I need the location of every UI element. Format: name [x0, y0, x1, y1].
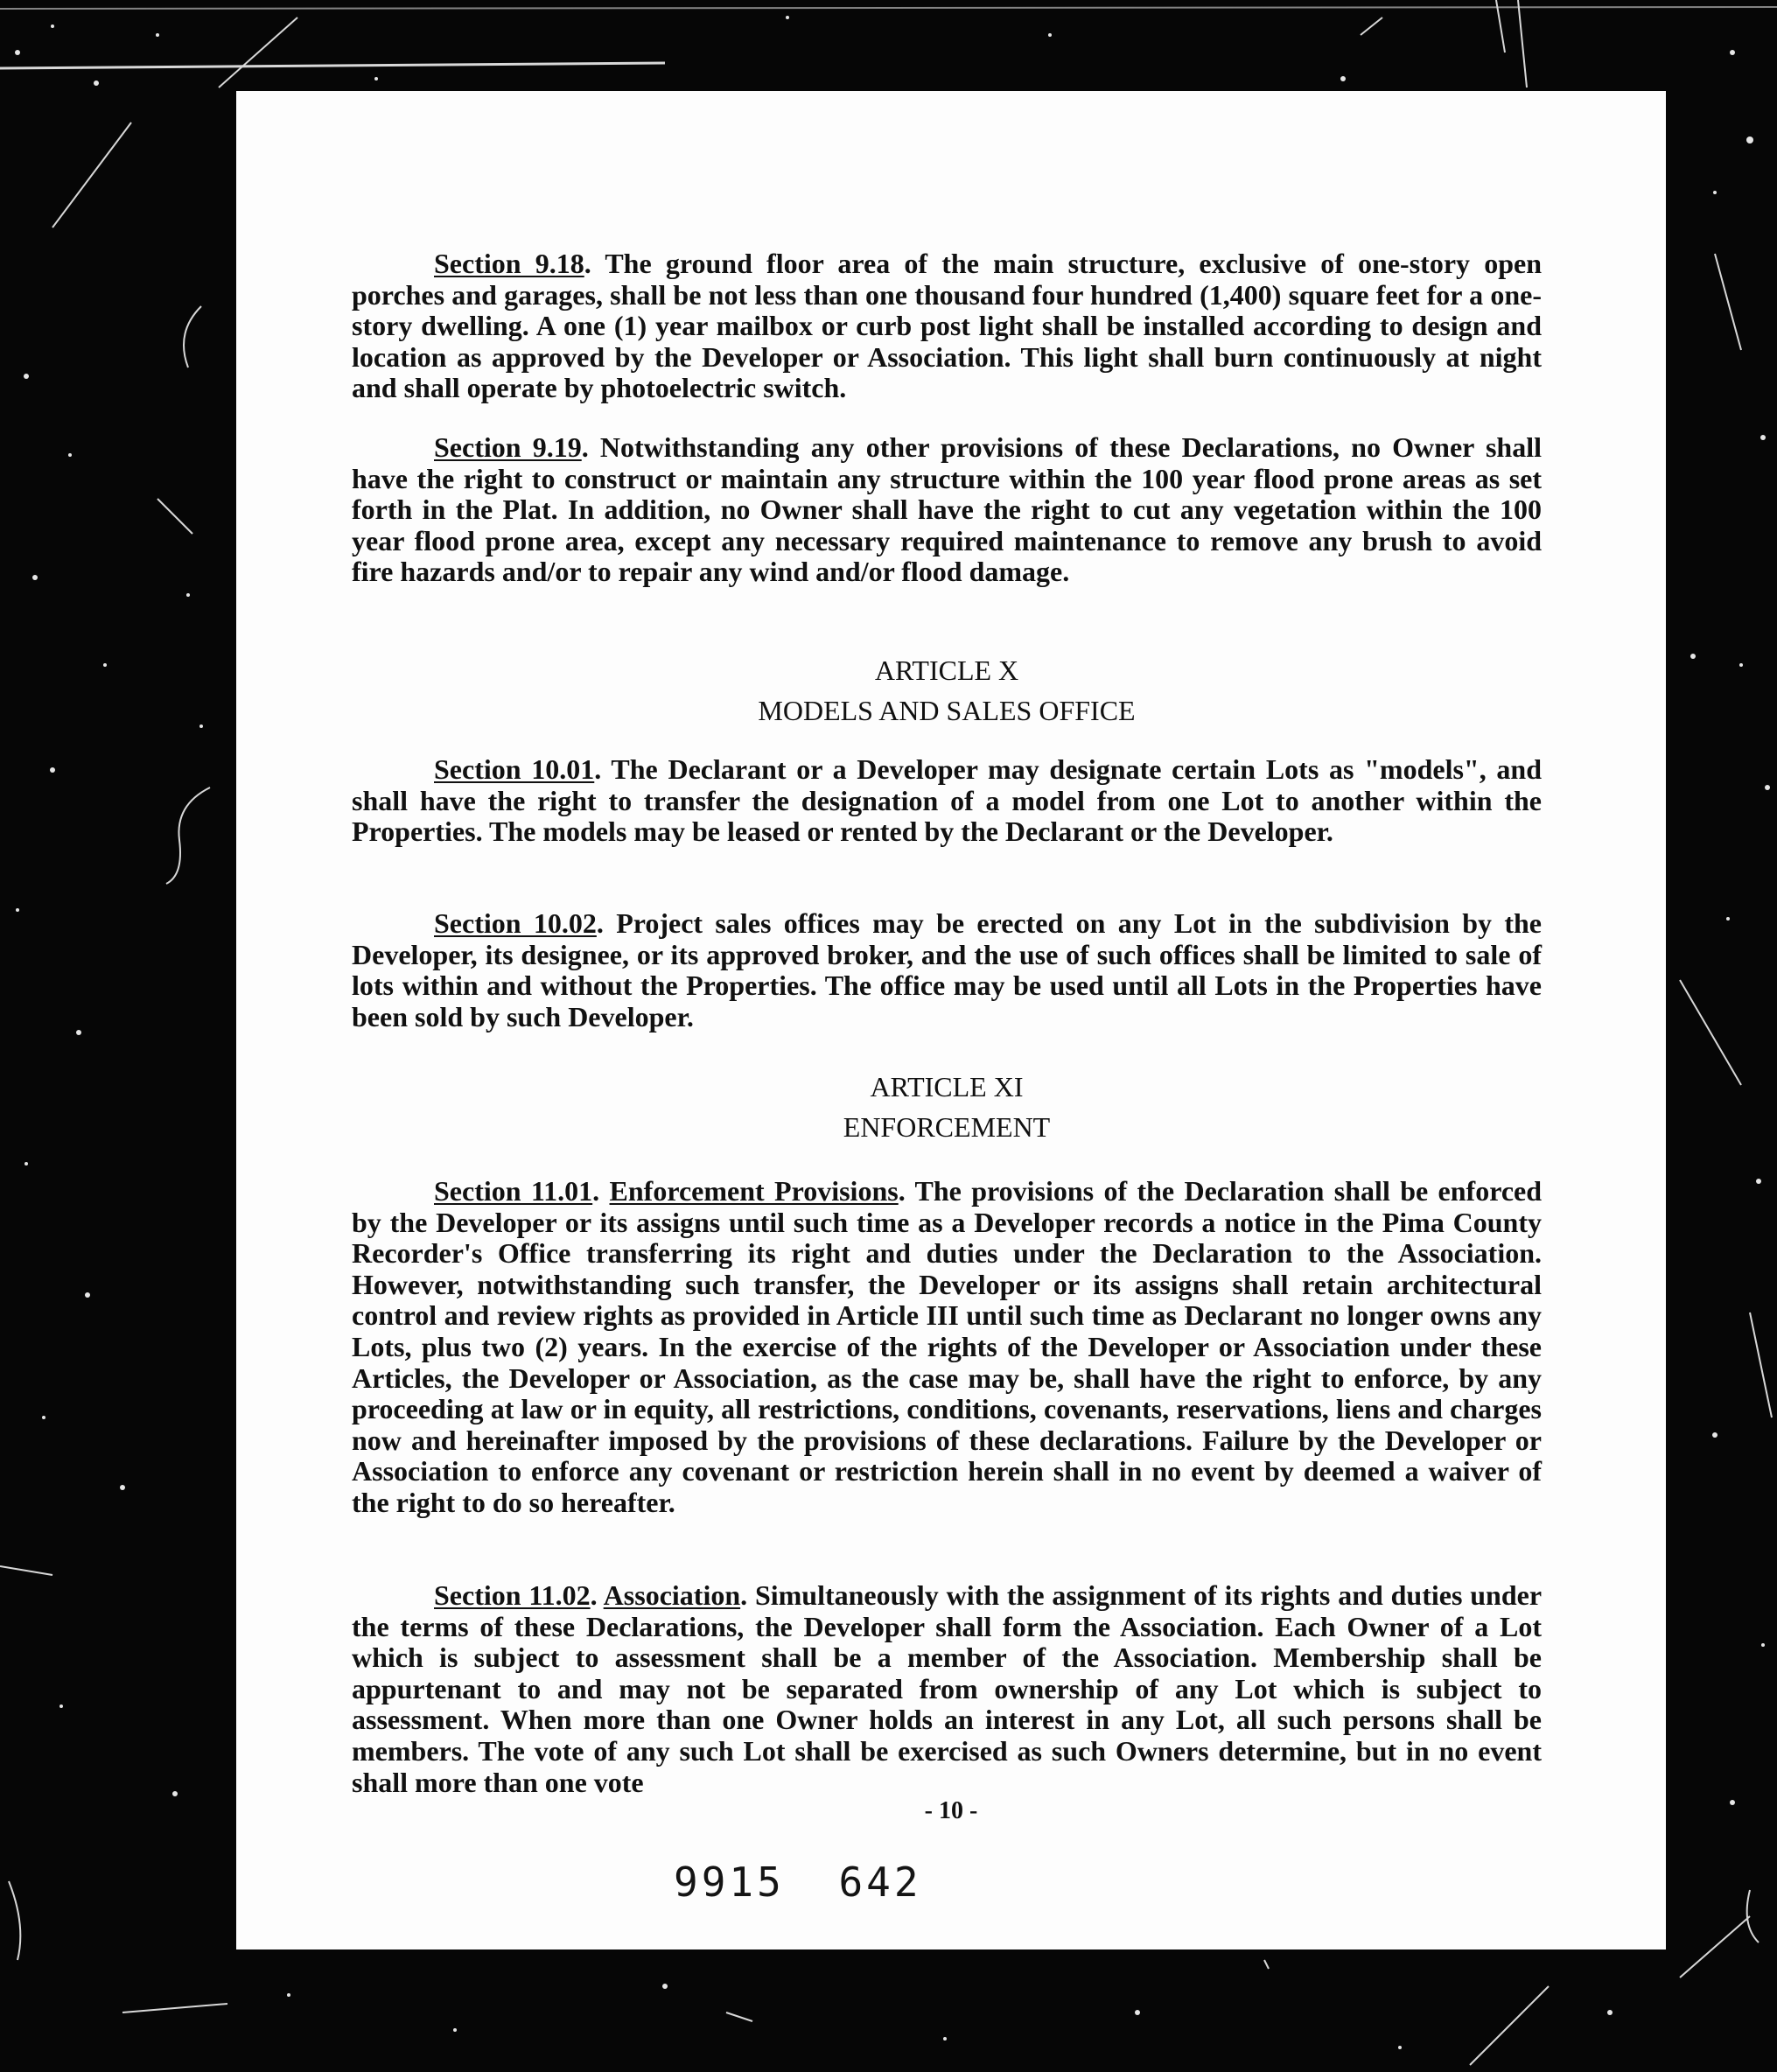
section-9-19: [352, 432, 1542, 588]
section-9-18: [352, 248, 1542, 404]
section-10-01: [352, 754, 1542, 848]
section-text: . Simultaneously with the assignment of its rights and duties under the terms of these Declarations, the Developer shall form the Association. Each Owner of a Lot which is subject to assessment shall be a member of the Association. Membership shall be appurtenant to and may not be separated from ownership of any Lot which is subject to assessment. When more than one Owner holds an interest in any Lot, all such persons shall be members. The vote of any such Lot shall be exercised as such Owners determine, but in no event shall more than one vote: [352, 1579, 1543, 1798]
section-title: Enforcement Provisions: [609, 1175, 899, 1207]
section-11-02: [352, 1580, 1542, 1798]
section-number: Section 10.01: [434, 753, 595, 785]
section-text: . Notwithstanding any other provisions of these Declarations, no Owner shall have the right to construct or maintain any structure within the 100 year flood prone areas as set forth in the Plat. In addition, no Owner shall have the right to cut any vegetation within the 100 year flood prone area, except any necessary required maintenance to remove any brush to avoid fire hazards and/or to repair any wind and/or flood damage.: [352, 431, 1543, 588]
section-number: Section 11.02: [434, 1579, 591, 1611]
article-xi-title: ENFORCEMENT: [843, 1111, 1051, 1143]
recording-stamp: 9915 642: [674, 1858, 922, 1906]
document-page: [236, 91, 1666, 1950]
section-sep: .: [590, 1579, 604, 1611]
section-text: . The provisions of the Declaration shall be enforced by the Developer or its assigns until such time as a Developer records a notice in the Pima County Recorder's Office transferring its right and duties under the Declaration to the Association. However, notwithstanding such transfer, the Developer or its assigns shall retain architectural control and review rights as provided in Article III until such time as Declarant no longer owns any Lots, plus two (2) years. In the exercise of the rights of the Developer or Association under these Articles, the Developer or Association, as the case may be, shall have the right to enforce, by any proceeding at law or in equity, all restrictions, conditions, covenants, reservations, liens and charges now and hereinafter imposed by the provisions of these declarations. Failure by the Developer or Association to enforce any covenant or restriction herein shall in no event by deemed a waiver of the right to do so hereafter.: [352, 1175, 1543, 1518]
article-xi-label: ARTICLE XI: [870, 1071, 1024, 1102]
section-number: Section 9.19: [434, 431, 582, 463]
section-text: . The ground floor area of the main structure, exclusive of one-story open porches and garages, shall be not less than one thousand four hundred (1,400) square feet for a one-story dwelling. A one (1) year mailbox or curb post light shall be installed according to design and location as approved by the Developer or Association. This light shall burn continuously at night and shall operate by photoelectric switch.: [352, 248, 1543, 404]
article-x-label: ARTICLE X: [874, 654, 1019, 686]
section-11-01: [352, 1176, 1542, 1519]
page-number: - 10 -: [924, 1797, 978, 1824]
section-text: . Project sales offices may be erected on any Lot in the subdivision by the Developer, its designee, or its approved broker, and the use of such offices shall be limited to sale of lots within and without the Properties. The office may be used until all Lots in the Properties have been sold by such Developer.: [352, 907, 1543, 1032]
article-x-title: MODELS AND SALES OFFICE: [758, 695, 1136, 726]
section-title: Association: [603, 1579, 741, 1611]
section-number: Section 10.02: [434, 907, 597, 939]
section-10-02: [352, 908, 1542, 1032]
section-number: Section 11.01: [434, 1175, 593, 1207]
section-number: Section 9.18: [434, 248, 584, 279]
section-sep: .: [592, 1175, 610, 1207]
section-text: . The Declarant or a Developer may designate certain Lots as "models", and shall have the right to transfer the designation of a model from one Lot to another within the Properties. The models may be leased or rented by the Declarant or the Developer.: [352, 753, 1543, 848]
